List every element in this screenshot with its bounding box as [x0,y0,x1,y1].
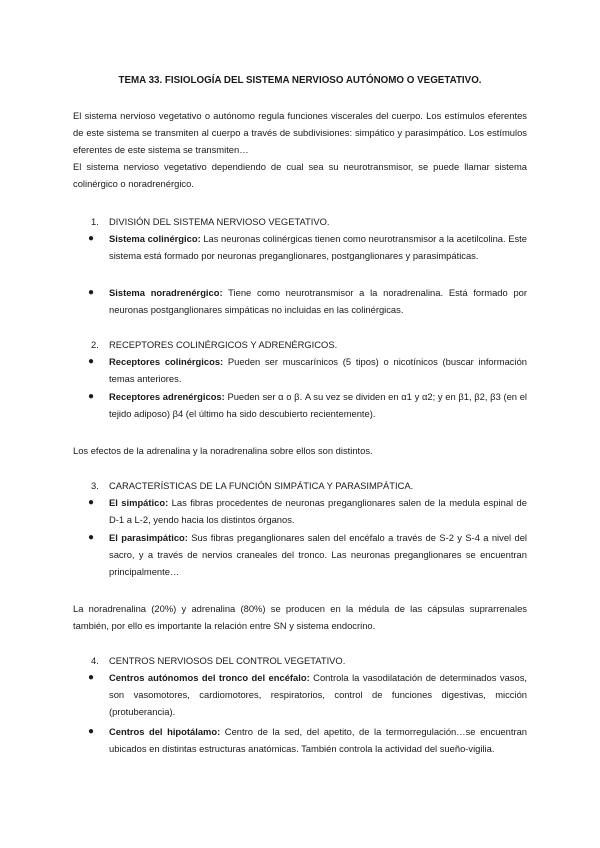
bullet-text: Controla la vasodilatación de determinados vasos, son vasomotores, cardiomotores, respiratorios, control de funciones digestivas, micción (protuberancia). [109,672,527,717]
list-item [88,529,527,580]
bullet-term: El parasimpático: [109,532,188,543]
bullet-icon: ● [88,233,95,244]
bullet-icon: ● [88,391,95,402]
list-item [88,723,527,757]
hormones-paragraph: La noradrenalina (20%) y adrenalina (80%) se producen en la médula de las cápsulas suprarrenales también, por ello es importante la relación entre SN y sistema endocrino. [73,603,527,631]
bullet-icon: ● [88,726,95,737]
list-item [88,388,527,422]
list-item [88,669,527,720]
section-title: CENTROS NERVIOSOS DEL CONTROL VEGETATIVO. [109,655,346,666]
list-item [88,284,527,318]
bullet-term: El simpático: [109,497,169,508]
bullet-term: Centros del hipotálamo: [109,726,221,737]
bullet-text: Pueden ser α o β. A su vez se dividen en α1 y α2; y en β1, β2, β3 (en el tejido adiposo) β4 (el último ha sido descubierto recientemente). [109,391,527,419]
bullet-term: Receptores adrenérgicos: [109,391,225,402]
bullet-text: Pueden ser muscarínicos (5 tipos) o nicotínicos (buscar información temas anteriores. [109,356,527,384]
section-number: 1. [91,216,99,227]
effects-paragraph: Los efectos de la adrenalina y la noradrenalina sobre ellos son distintos. [73,445,373,456]
bullet-term: Sistema colinérgico: [109,233,201,244]
section-title: CARACTERÍSTICAS DE LA FUNCIÓN SIMPÁTICA Y PARASIMPÁTICA. [109,480,414,491]
bullet-icon: ● [88,532,95,543]
bullet-text: Las neuronas colinérgicas tienen como neurotransmisor a la acetilcolina. Este sistema está formado por neuronas preganglionares, postganglionares y parasimpáticas. [109,233,527,261]
section-4-heading [91,652,345,669]
list-item [88,353,527,387]
section-title: RECEPTORES COLINÉRGICOS Y ADRENÉRGICOS. [109,339,338,350]
intro-paragraph-2: El sistema nervioso vegetativo dependiendo de cual sea su neurotransmisor, se puede llamar sistema colinérgico o noradrenérgico. [73,161,527,189]
section-1-heading [91,213,330,230]
bullet-term: Receptores colinérgicos: [109,356,224,367]
document-title: TEMA 33. FISIOLOGÍA DEL SISTEMA NERVIOSO AUTÓNOMO O VEGETATIVO. [118,75,482,86]
section-title: DIVISIÓN DEL SISTEMA NERVIOSO VEGETATIVO. [109,216,330,227]
bullet-term: Sistema noradrenérgico: [109,287,223,298]
section-2-heading [91,336,337,353]
bullet-icon: ● [88,672,95,683]
intro-paragraph-1: El sistema nervioso vegetativo o autónomo regula funciones viscerales del cuerpo. Los estímulos eferentes de este sistema se transmiten al cuerpo a través de subdivisiones: simpático y parasimpático. Los estímulos eferentes de este sistema se transmiten… [73,110,527,155]
bullet-icon: ● [88,497,95,508]
section-number: 4. [91,655,99,666]
bullet-text: Centro de la sed, del apetito, de la termorregulación…se encuentran ubicados en distintas estructuras anatómicas. También controla la actividad del sueño-vigilia. [109,726,527,754]
bullet-icon: ● [88,287,95,298]
section-number: 3. [91,480,99,491]
bullet-text: Tiene como neurotransmisor a la noradrenalina. Está formado por neuronas postganglionares simpáticas no incluidas en las colinérgicas. [109,287,528,315]
section-number: 2. [91,339,99,350]
bullet-text: Las fibras procedentes de neuronas preganglionares salen de la medula espinal de D-1 a L-2, yendo hacia los distintos órganos. [109,497,527,525]
bullet-text: Sus fibras preganglionares salen del encéfalo a través de S-2 y S-4 a nivel del sacro, y a través de nervios craneales del tronco. Las neuronas preganglionares se encuentran principalmente… [109,532,527,577]
bullet-term: Centros autónomos del tronco del encéfalo: [109,672,310,683]
list-item [88,494,527,528]
bullet-icon: ● [88,356,95,367]
section-3-heading [91,477,413,494]
list-item [88,230,527,264]
